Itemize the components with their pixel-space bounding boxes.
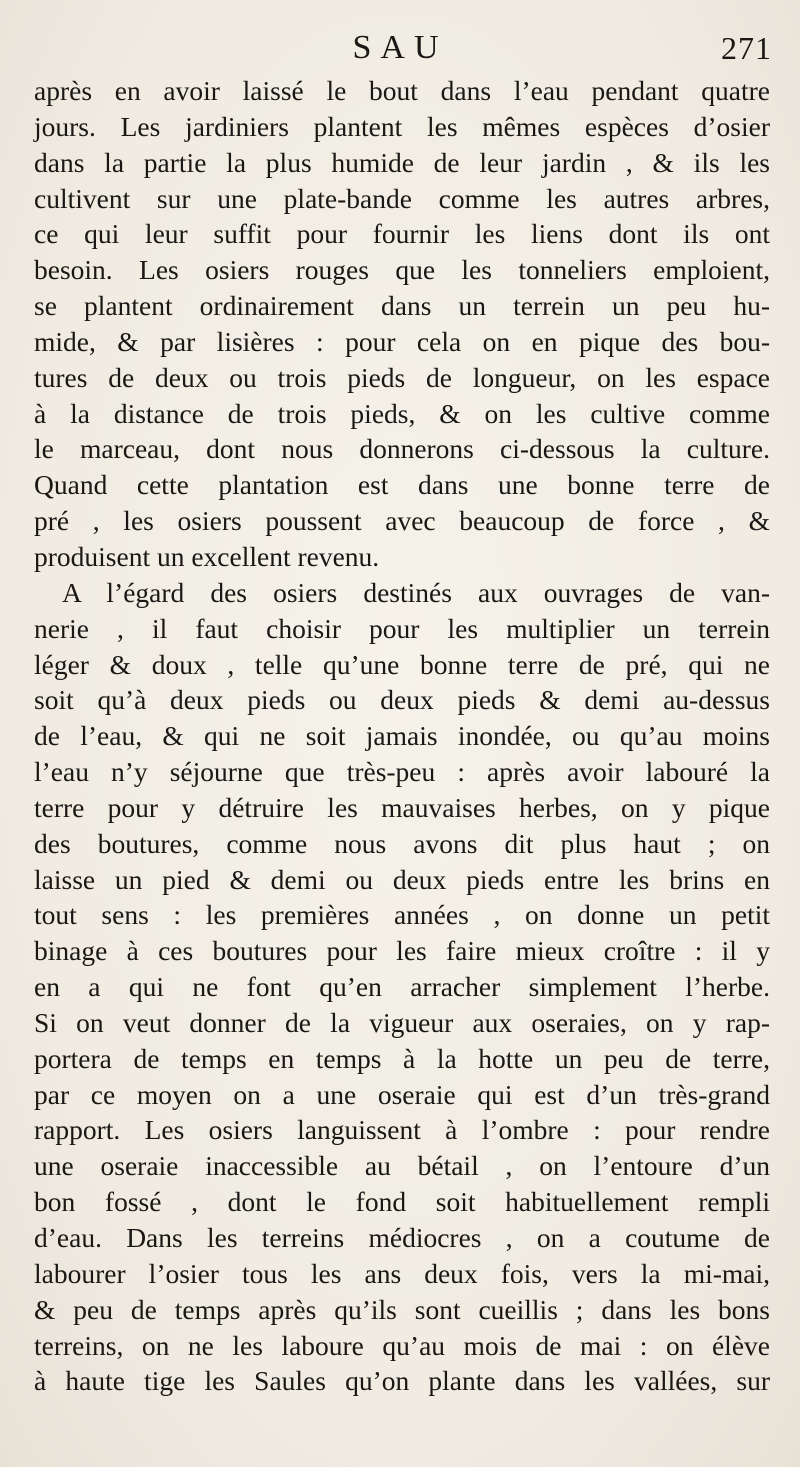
text-line: d’eau. Dans les terreins médiocres , on a coutume de (34, 1222, 770, 1253)
text-line: à la distance de trois pieds, & on les cultive comme (34, 397, 770, 429)
text-line: nerie , il faut choisir pour les multiplier un terrein (34, 612, 770, 644)
text-line: Si on veut donner de la vigueur aux oseraies, on y rap- (34, 1006, 770, 1038)
text-line-indented: A l’égard des osiers destinés aux ouvrages de van- (62, 576, 770, 608)
text-line: Quand cette plantation est dans une bonne terre de (34, 469, 770, 501)
text-line: en a qui ne font qu’en arracher simplement l’herbe. (34, 971, 770, 1003)
text-line: se plantent ordinairement dans un terrein un peu hu- (34, 290, 770, 322)
text-line: mide, & par lisières : pour cela on en pique des bou- (34, 325, 770, 357)
text-line: tout sens : les premières années , on donne un petit (34, 899, 770, 931)
running-head (0, 26, 800, 70)
text-line: jours. Les jardiniers plantent les mêmes espèces d’osier (34, 110, 770, 142)
text-line: ce qui leur suffit pour fournir les liens dont ils ont (34, 218, 770, 250)
text-line: terre pour y détruire les mauvaises herbes, on y pique (34, 791, 770, 823)
text-line: léger & doux , telle qu’une bonne terre de pré, qui ne (34, 648, 770, 680)
page-number: 271 (721, 30, 772, 66)
text-line: soit qu’à deux pieds ou deux pieds & demi au-dessus (34, 684, 770, 716)
text-line: rapport. Les osiers languissent à l’ombre : pour rendre (34, 1114, 770, 1146)
text-line: le marceau, dont nous donnerons ci-dessous la culture. (34, 433, 770, 465)
running-title: SAU (352, 29, 448, 66)
text-line: une oseraie inaccessible au bétail , on l’entoure d’un (34, 1150, 770, 1182)
text-line: binage à ces boutures pour les faire mieux croître : il y (34, 935, 770, 967)
text-line: l’eau n’y séjourne que très-peu : après avoir labouré la (34, 756, 770, 788)
text-line: des boutures, comme nous avons dit plus haut ; on (34, 827, 770, 859)
text-line: labourer l’osier tous les ans deux fois, vers la mi-mai, (34, 1257, 770, 1289)
text-line: cultivent sur une plate-bande comme les autres arbres, (34, 182, 770, 214)
text-line: après en avoir laissé le bout dans l’eau pendant quatre (34, 75, 770, 106)
text-line: de l’eau, & qui ne soit jamais inondée, ou qu’au moins (34, 720, 770, 752)
text-line: par ce moyen on a une oseraie qui est d’un très-grand (34, 1078, 770, 1110)
text-line: pré , les osiers poussent avec beaucoup de force , & (34, 505, 770, 537)
text-line: à haute tige les Saules qu’on plante dans les vallées, sur (34, 1365, 770, 1397)
text-line: besoin. Les osiers rouges que les tonneliers emploient, (34, 254, 770, 286)
text-line: tures de deux ou trois pieds de longueur, on les espace (34, 361, 770, 393)
text-line: bon fossé , dont le fond soit habituellement rempli (34, 1186, 770, 1218)
body-text (34, 73, 770, 1399)
text-line: terreins, on ne les laboure qu’au mois de mai : on élève (34, 1329, 770, 1361)
text-line: produisent un excellent revenu. (34, 540, 380, 572)
text-line: dans la partie la plus humide de leur jardin , & ils les (34, 146, 770, 178)
text-line: laisse un pied & demi ou deux pieds entre les brins en (34, 863, 770, 895)
text-line: portera de temps en temps à la hotte un peu de terre, (34, 1042, 770, 1074)
text-line: & peu de temps après qu’ils sont cueillis ; dans les bons (34, 1293, 770, 1325)
